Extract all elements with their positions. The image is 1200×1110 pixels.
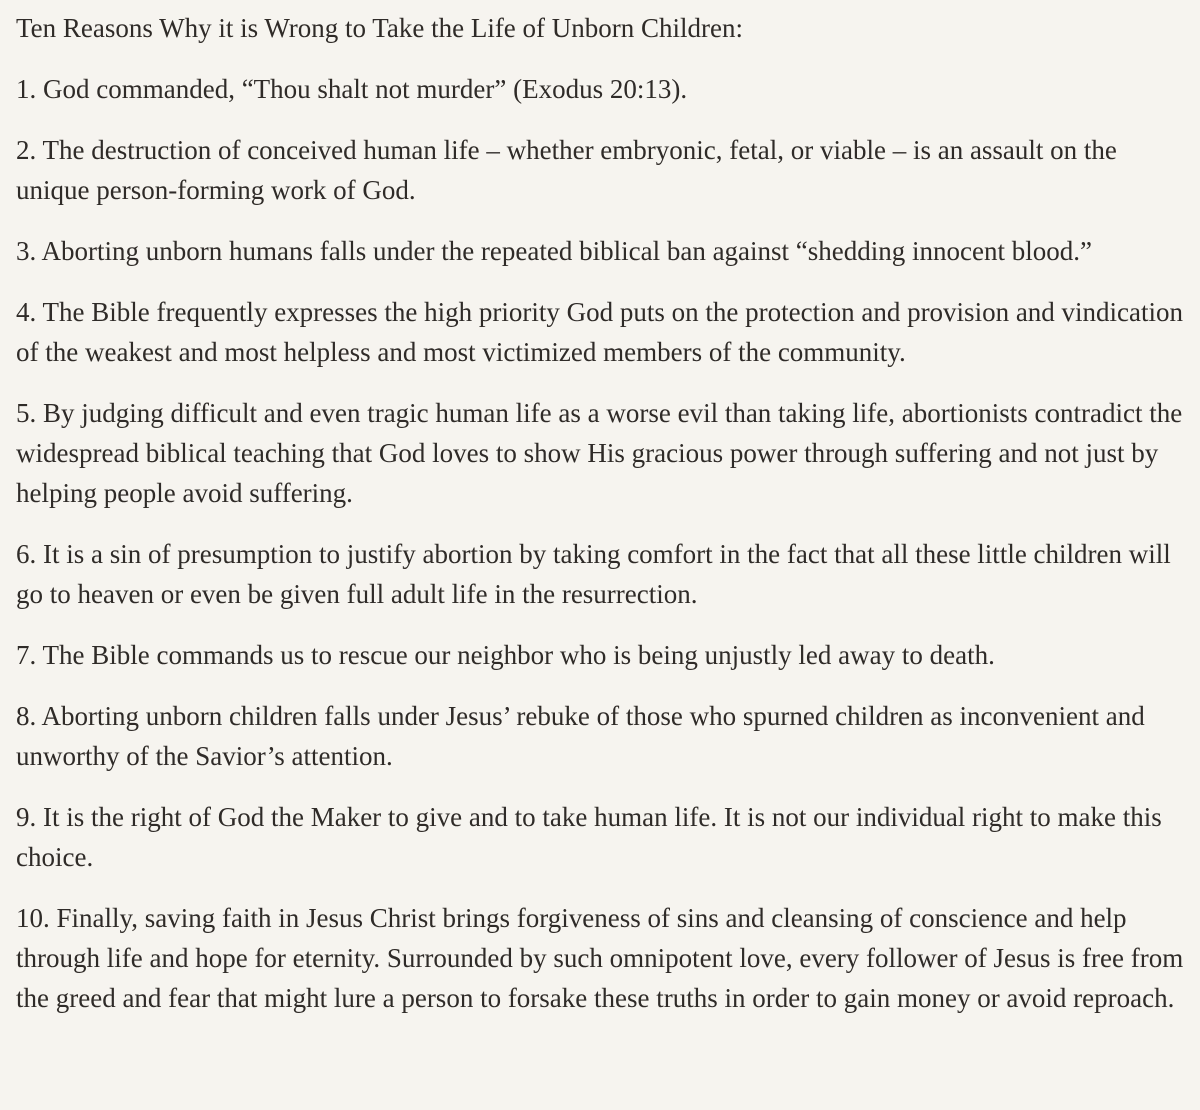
reason-item: 10. Finally, saving faith in Jesus Christ brings forgiveness of sins and cleansing of conscience and help through life and hope for eternity. Surrounded by such omnipotent love, every follower of Jesus is free from the greed and fear that might lure a person to forsake these truths in order to gain money or avoid reproach. xyxy=(16,903,1184,1013)
reason-item: 6. It is a sin of presumption to justify abortion by taking comfort in the fact that all these little children will go to heaven or even be given full adult life in the resurrection. xyxy=(16,539,1171,609)
reason-item: 5. By judging difficult and even tragic human life as a worse evil than taking life, abortionists contradict the widespread biblical teaching that God loves to show His gracious power through suffering and not just by helping people avoid suffering. xyxy=(16,398,1183,508)
reason-item: 1. God commanded, “Thou shalt not murder” (Exodus 20:13). xyxy=(16,74,688,104)
reason-item: 8. Aborting unborn children falls under Jesus’ rebuke of those who spurned children as inconvenient and unworthy of the Savior’s attention. xyxy=(16,701,1145,771)
reason-item: 3. Aborting unborn humans falls under the repeated biblical ban against “shedding innocent blood.” xyxy=(16,236,1092,266)
reason-item: 7. The Bible commands us to rescue our neighbor who is being unjustly led away to death. xyxy=(16,640,995,670)
reason-item: 9. It is the right of God the Maker to give and to take human life. It is not our individual right to make this choice. xyxy=(16,802,1162,872)
document-title: Ten Reasons Why it is Wrong to Take the Life of Unborn Children: xyxy=(16,13,744,43)
reason-item: 2. The destruction of conceived human life – whether embryonic, fetal, or viable – is an assault on the unique person-forming work of God. xyxy=(16,135,1117,205)
reason-item: 4. The Bible frequently expresses the high priority God puts on the protection and provision and vindication of the weakest and most helpless and most victimized members of the community. xyxy=(16,297,1184,367)
reasons-list xyxy=(16,69,1184,1018)
